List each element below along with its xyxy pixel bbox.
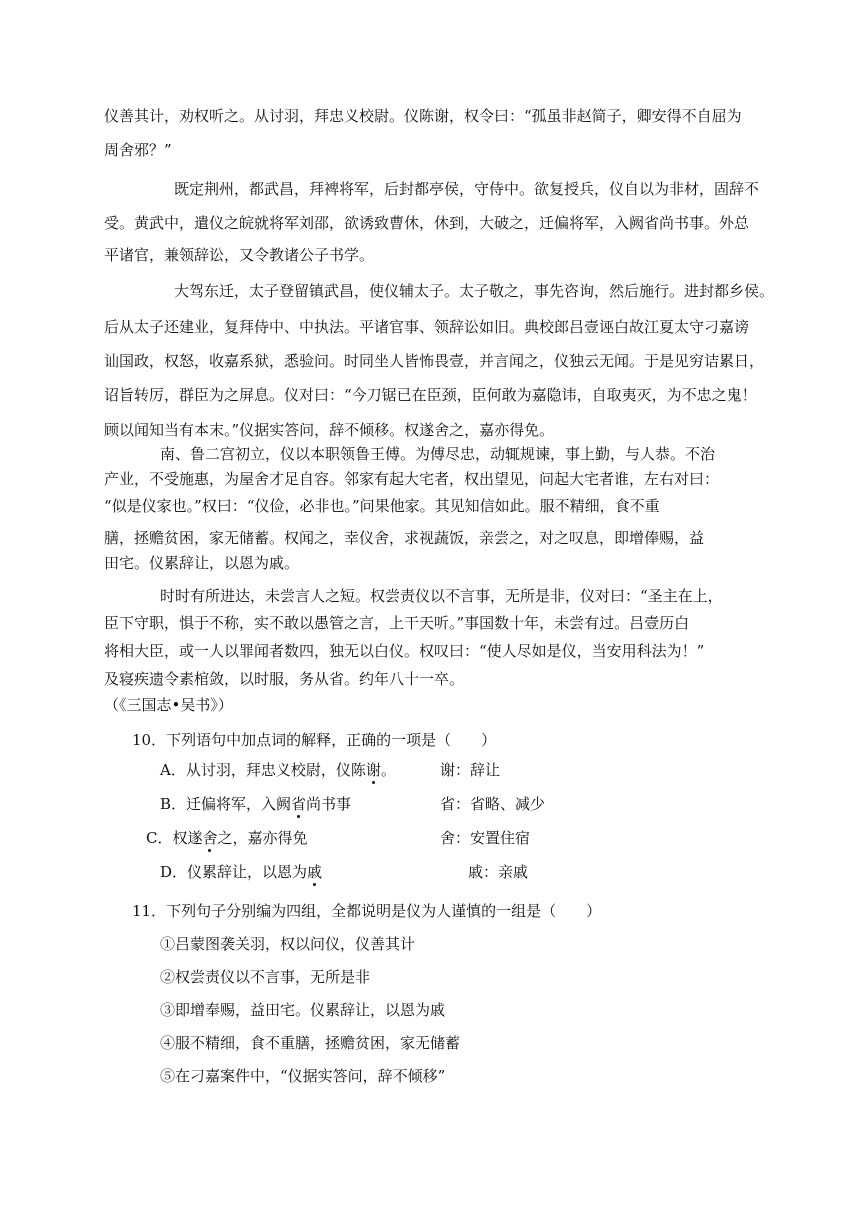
dotted-word: 谢 [365,761,381,779]
question-10-option-d: D．仪累辞让，以恩为戚 [160,863,323,881]
text-line: 受。黄武中，遣仪之皖就将军刘邵，欲诱致曹休，休到，大破之，迁偏将军，入阙省尚书事。外总 [104,214,750,232]
dotted-word: 舍 [202,829,218,847]
text-line: 时时有所进达，未尝言人之短。权尝责仪以不言事，无所是非，仪对曰：“圣主在上， [160,587,723,605]
question-10-gloss-b: 省：省略、减少 [440,795,546,813]
text-line: 产业，不受施惠，为屋舍才足自容。邻家有起大宅者，权出望见，问起大宅者谁，左右对曰： [104,470,720,488]
dotted-word: 省 [291,795,307,813]
text-line: 及寝疾遗令素棺敛，以时服，务从省。约年八十一卒。 [104,670,465,688]
text-line: 平诸官，兼领辞讼，又令教诸公子书学。 [104,246,375,264]
dotted-word: 戚 [307,863,323,881]
question-11-item: ⑤在刁嘉案件中，“仪据实答问，辞不倾移” [160,1067,446,1085]
question-10-gloss-d: 戚：亲戚 [468,863,529,881]
question-10-stem: 10．下列语句中加点词的解释，正确的一项是（ ） [132,731,497,749]
text-line: 顾以闻知当有本末。”仪据实答问，辞不倾移。权遂舍之，嘉亦得免。 [104,421,555,439]
text-line: 大驾东迁，太子登留镇武昌，使仪辅太子。太子敬之，事先咨询，然后施行。进封都乡侯。 [174,282,775,300]
text-line: 膳，拯赡贫困，家无储蓄。权闻之，幸仪舍，求视蔬饭，亲尝之，对之叹息，即增俸赐，益 [104,529,705,547]
text-line: “似是仪家也。”权曰：“仪俭，必非也。”问果他家。其见知信如此。服不精细，食不重 [104,497,660,515]
question-11-item: ④服不精细，食不重膳，拯赡贫困，家无储蓄 [160,1034,461,1052]
text-line: 讪国政，权怒，收嘉系狱，悉验问。时同坐人皆怖畏壹，并言闻之，仪独云无闻。于是见穷诘累日， [104,352,765,370]
text-line: 既定荆州，都武昌，拜裨将军，后封都亭侯，守侍中。欲复授兵，仪自以为非材，固辞不 [174,180,760,198]
question-10-option-c: C．权遂舍之，嘉亦得免 [146,829,308,847]
question-11-item: ①吕蒙图袭关羽，权以问仪，仪善其计 [160,935,416,953]
text-line: 田宅。仪累辞让，以恩为戚。 [104,554,300,572]
source-citation: （《三国志•吴书》） [104,696,233,714]
text-line: 仪善其计，劝权听之。从讨羽，拜忠义校尉。仪陈谢，权令曰：“孤虽非赵简子，卿安得不自屈为 [104,107,742,125]
question-11-stem: 11．下列句子分别编为四组，全都说明是仪为人谨慎的一组是（ ） [132,902,602,920]
text-line: 诏旨转厉，群臣为之屏息。仪对曰：“今刀锯已在臣颈，臣何敢为嘉隐讳，自取夷灭，为不忠之鬼！ [104,386,757,404]
text-line: 将相大臣，或一人以罪闻者数四，独无以白仪。权叹曰：“使人尽如是仪，当安用科法为！” [104,642,705,660]
text-line: 后从太子还建业，复拜侍中、中执法。平诸官事、领辞讼如旧。典校郎吕壹诬白故江夏太守刁嘉谤 [104,318,750,336]
text-line: 南、鲁二宫初立，仪以本职领鲁王傅。为傅尽忠，动辄规谏，事上勤，与人恭。不治 [160,445,716,463]
text-line: 周舍邪？” [104,141,172,159]
text-line: 臣下守职，惧于不称，实不敢以愚管之言，上干天听。”事国数十年，未尝有过。吕壹历白 [104,614,690,632]
question-10-gloss-a: 谢：辞让 [440,761,501,779]
question-10-option-b: B．迁偏将军，入阙省尚书事 [160,795,352,813]
question-11-item: ③即增奉赐，益田宅。仪累辞让，以恩为戚 [160,1001,446,1019]
question-10-option-a: A．从讨羽，拜忠义校尉，仪陈谢。 [160,761,396,779]
question-10-gloss-c: 舍：安置住宿 [440,829,531,847]
question-11-item: ②权尝责仪以不言事，无所是非 [160,968,371,986]
